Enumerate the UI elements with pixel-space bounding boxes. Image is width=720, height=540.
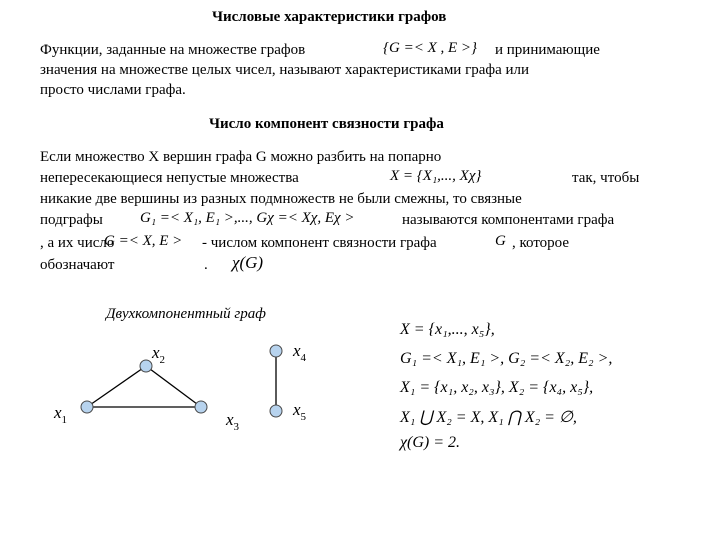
definition-line-4a: подграфы (40, 212, 103, 228)
definition-formula-subgraphs: G₁ =< X₁, E₁ >,..., Gχ =< Xχ, Eχ > (140, 210, 355, 226)
formula-subsets: X₁ = {x₁, x₂, x₃}, X₂ = {x₄, x₅}, (400, 379, 594, 396)
vertex-x4 (270, 345, 282, 357)
definition-line-4b: называются компонентами графа (402, 212, 615, 228)
definition-formula-chi: χ(G) (232, 253, 264, 272)
definition-formula-graph: G =< X, E > (104, 233, 183, 249)
definition-line-3: никакие две вершины из разных подмножеств не были смежны, то связные (40, 191, 522, 207)
intro-line-1b: и принимающие (495, 42, 600, 58)
figure-caption: Двухкомпонентный граф (106, 306, 266, 322)
formula-chi-value: χ(G) = 2. (400, 434, 461, 451)
vertex-label-x4: $x_4$ (293, 341, 307, 364)
definition-line-5a: , а их число (40, 235, 115, 251)
vertex-label-x2: $x_2$ (152, 343, 166, 366)
intro-line-2: значения на множестве целых чисел, называют характеристиками графа или (40, 62, 530, 78)
vertex-x1 (81, 401, 93, 413)
section-heading: Число компонент связности графа (209, 116, 444, 132)
definition-line-6b: . (204, 257, 208, 273)
vertex-x2 (140, 360, 152, 372)
page-title: Числовые характеристики графов (212, 9, 447, 25)
intro-line-3: просто числами графа. (40, 82, 186, 98)
definition-formula-g: G (495, 233, 506, 249)
definition-line-2b: так, чтобы (572, 170, 640, 186)
vertex-x5 (270, 405, 282, 417)
edge-x2-x3 (146, 366, 201, 407)
formula-components: G₁ =< X₁, E₁ >, G₂ =< X₂, E₂ >, (400, 350, 613, 367)
definition-formula-partition: X = {X₁,..., Xχ} (390, 168, 482, 184)
intro-line-1a: Функции, заданные на множестве графов (40, 42, 306, 58)
intro-formula: {G =< X , E >} (383, 40, 478, 56)
vertex-x3 (195, 401, 207, 413)
definition-line-6a: обозначают (40, 257, 115, 273)
vertex-label-x1: $x_1$ (54, 403, 68, 426)
vertex-label-x3: $x_3$ (226, 410, 240, 433)
edge-x1-x2 (87, 366, 146, 407)
definition-line-5b: - числом компонент связности графа (202, 235, 437, 251)
definition-line-1: Если множество X вершин графа G можно разбить на попарно (40, 149, 442, 165)
definition-line-2a: непересекающиеся непустые множества (40, 170, 299, 186)
definition-line-5c: , которое (512, 235, 570, 251)
formula-vertex-set: X = {x₁,..., x₅}, (400, 321, 495, 338)
formula-union-intersection: X₁ ⋃ X₂ = X, X₁ ⋂ X₂ = ∅, (400, 409, 577, 426)
vertex-label-x5: $x_5$ (293, 400, 307, 423)
